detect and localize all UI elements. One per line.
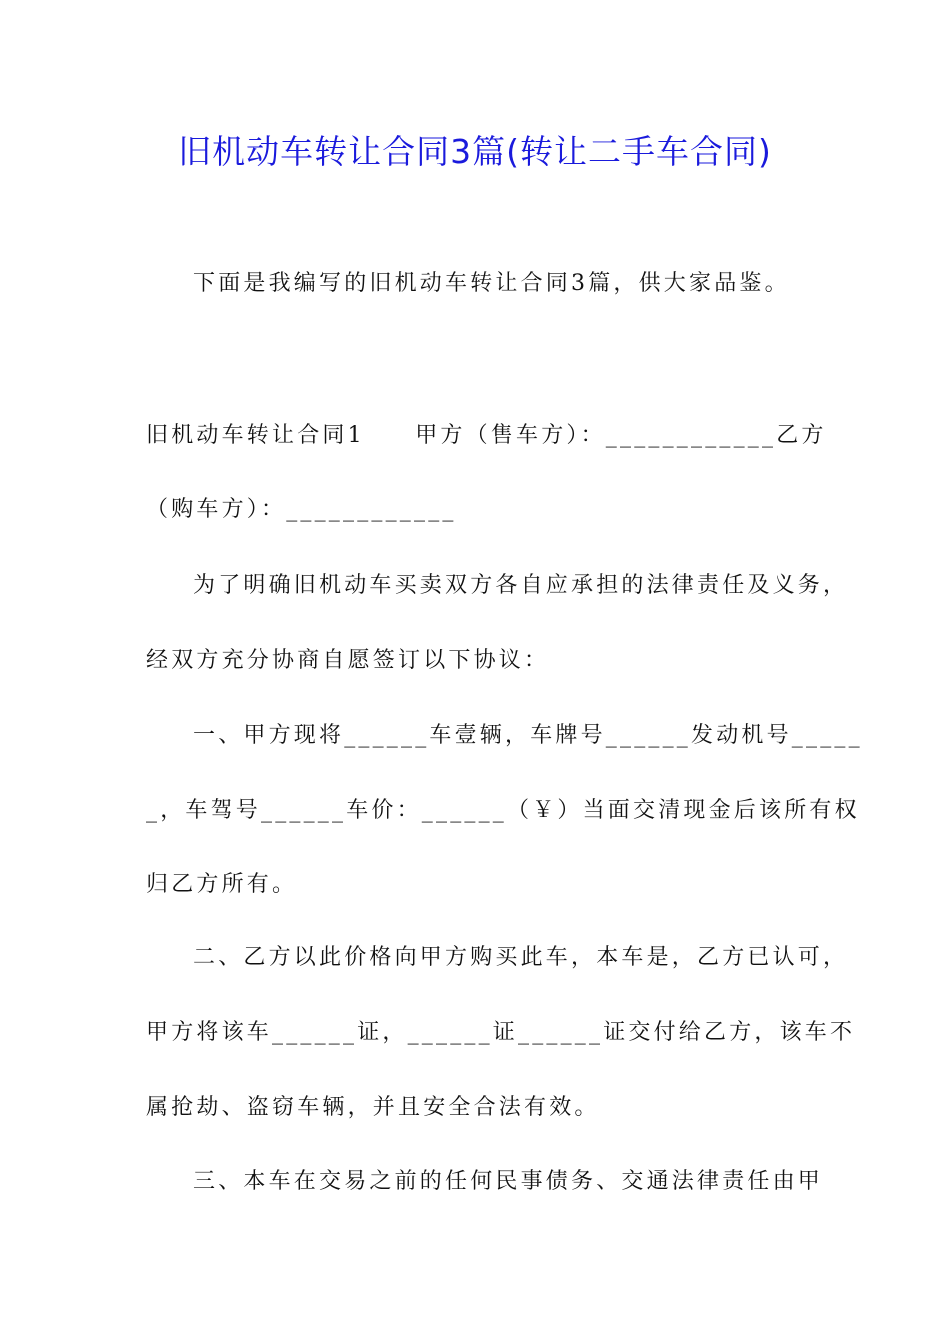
paragraph-purpose-line-2: 经双方充分协商自愿签订以下协议： xyxy=(146,648,550,673)
clause-3-line-1: 三、本车在交易之前的任何民事债务、交通法律责任由甲 xyxy=(193,1169,824,1194)
intro-line: 下面是我编写的旧机动车转让合同3篇，供大家品鉴。 xyxy=(193,271,790,296)
clause-1-line-2: _，车驾号______车价：______（￥）当面交清现金后该所有权 xyxy=(146,798,860,823)
buyer-line: （购车方）：____________ xyxy=(146,497,457,522)
clause-2-line-2: 甲方将该车______证，______证______证交付给乙方，该车不 xyxy=(146,1020,856,1045)
clause-2-line-3: 属抢劫、盗窃车辆，并且安全合法有效。 xyxy=(146,1095,600,1120)
contract-1-heading-line: 旧机动车转让合同1 甲方（售车方）：____________乙方 xyxy=(146,423,827,448)
document-title: 旧机动车转让合同3篇(转让二手车合同) xyxy=(178,132,772,171)
clause-2-line-1: 二、乙方以此价格向甲方购买此车，本车是，乙方已认可， xyxy=(193,945,849,970)
clause-1-line-1: 一、甲方现将______车壹辆，车牌号______发动机号_____ xyxy=(193,723,863,748)
clause-1-line-3: 归乙方所有。 xyxy=(146,872,298,897)
paragraph-purpose-line-1: 为了明确旧机动车买卖双方各自应承担的法律责任及义务， xyxy=(193,573,849,598)
